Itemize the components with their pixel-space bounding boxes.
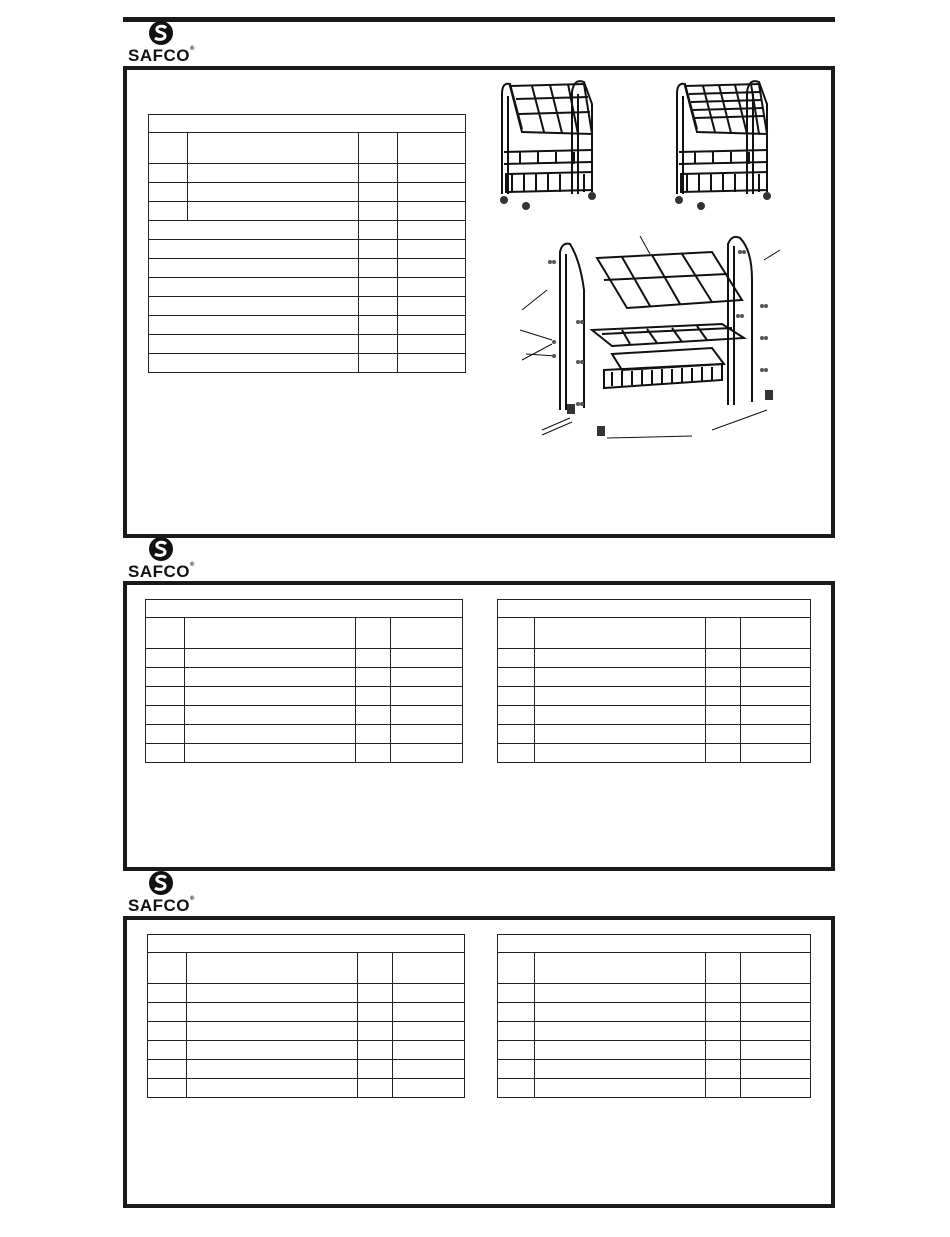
table-row <box>498 1003 811 1022</box>
table-row <box>498 984 811 1003</box>
table-row <box>498 706 811 725</box>
table-row <box>149 297 466 316</box>
table-row <box>148 1060 465 1079</box>
table-row <box>149 259 466 278</box>
parts-table-left <box>147 934 465 1098</box>
logo-wordmark: SAFCO® <box>128 562 195 581</box>
table-row <box>498 1060 811 1079</box>
table-row <box>498 725 811 744</box>
logo-wordmark: SAFCO® <box>128 46 195 65</box>
table-row <box>149 164 466 183</box>
safco-logo <box>126 536 206 584</box>
table-row <box>148 1041 465 1060</box>
section-2-panel <box>123 581 835 871</box>
table-row <box>148 1022 465 1041</box>
logo-wordmark: SAFCO® <box>128 896 195 915</box>
table-row <box>498 687 811 706</box>
table-row <box>149 221 466 240</box>
table-row <box>146 725 463 744</box>
table-row <box>149 240 466 259</box>
top-rule <box>123 17 835 22</box>
section-1-panel <box>123 66 835 538</box>
table-title-cell <box>149 115 466 133</box>
section-3-panel <box>123 916 835 1208</box>
safco-logo-icon <box>148 20 174 46</box>
table-row <box>148 1079 465 1098</box>
safco-logo <box>126 870 206 918</box>
parts-table-right <box>497 599 811 763</box>
table-row <box>146 668 463 687</box>
table-row <box>149 202 466 221</box>
safco-logo <box>126 20 206 68</box>
table-row <box>498 1022 811 1041</box>
safco-logo-icon <box>148 536 174 562</box>
table-row <box>498 1041 811 1060</box>
cart-assembled-right-icon <box>667 74 787 212</box>
table-row <box>149 354 466 373</box>
table-row <box>146 649 463 668</box>
table-row <box>498 668 811 687</box>
table-row <box>146 706 463 725</box>
cart-assembled-left-icon <box>492 74 612 212</box>
table-row <box>146 744 463 763</box>
table-row <box>149 278 466 297</box>
table-row <box>498 744 811 763</box>
table-row <box>498 649 811 668</box>
safco-logo-icon <box>148 870 174 896</box>
table-row <box>149 316 466 335</box>
table-row <box>148 1003 465 1022</box>
table-row <box>149 183 466 202</box>
parts-table <box>148 114 466 373</box>
parts-table-left <box>145 599 463 763</box>
table-row <box>146 687 463 706</box>
table-row <box>498 1079 811 1098</box>
table-row <box>148 984 465 1003</box>
cart-exploded-diagram-icon <box>512 230 812 450</box>
table-row <box>149 335 466 354</box>
parts-table-right <box>497 934 811 1098</box>
